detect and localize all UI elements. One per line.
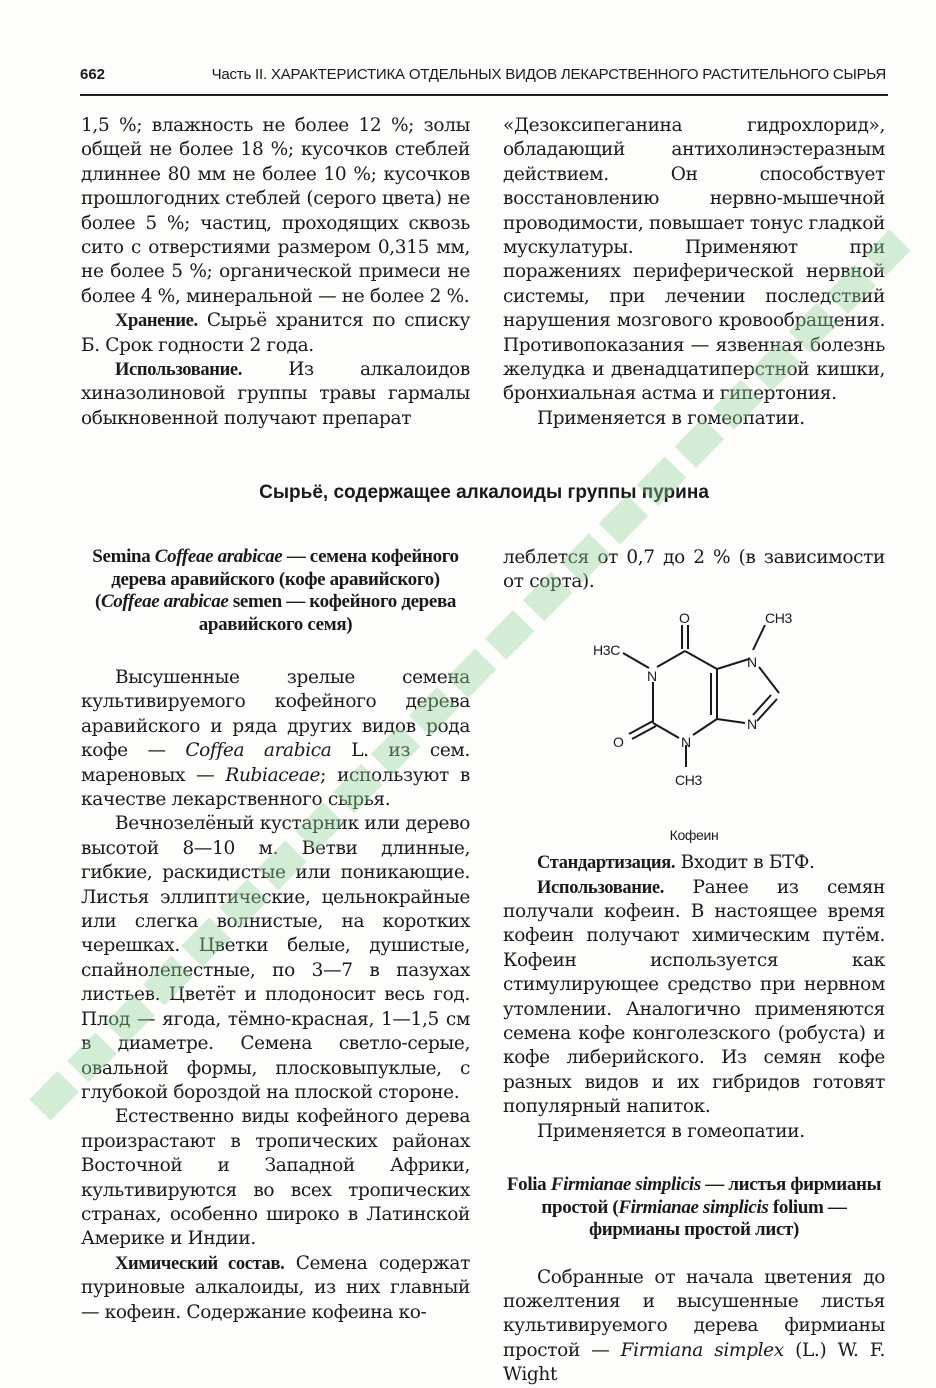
atom-ch3-bottom: CH3 bbox=[675, 771, 702, 788]
running-title: Часть II. ХАРАКТЕРИСТИКА ОТДЕЛЬНЫХ ВИДОВ ЛЕКАРСТВЕННОГО РАСТИТЕЛЬНОГО СЫРЬЯ bbox=[211, 66, 886, 83]
spacer bbox=[503, 1144, 885, 1174]
title-italic: Coffeae arabicae bbox=[100, 591, 229, 612]
usage-text: Из алкалоидов хиназолиновой группы травы гармалы обыкновенной получают препарат bbox=[81, 359, 470, 429]
chemistry-label: Химический состав. bbox=[115, 1253, 285, 1274]
coffee-usage-label: Использование. bbox=[537, 877, 665, 898]
page-number: 662 bbox=[80, 66, 106, 83]
title-italic: Firmianae simplicis bbox=[618, 1196, 769, 1218]
text-run: Собранные от начала цветения до пожелтения и высушенные листья культивируемого дерева фирмианы простой — bbox=[503, 1266, 885, 1361]
coffee-entry-title bbox=[81, 546, 470, 636]
title-latin: semen — кофейного дерева аравийского семя) bbox=[198, 591, 457, 635]
family-name: Rubiaceae bbox=[225, 764, 321, 786]
chemistry-text: Семена содержат пуриновые алкалоиды, из них главный — кофеин. Содержание кофеина ко- bbox=[81, 1252, 470, 1323]
bottom-left-column bbox=[81, 546, 470, 1325]
firmiana-paragraph bbox=[503, 1266, 885, 1388]
atom-n9: N bbox=[747, 715, 757, 732]
title-russian: — семена кофейного дерева аравийского (кофе аравийского) ( bbox=[94, 546, 459, 612]
atom-o-top: O bbox=[679, 609, 690, 626]
quality-norms-paragraph: 1,5 %; влажность не более 12 %; золы общей не более 18 %; кусочков стеблей длиннее 80 мм не более 10 %; кусочков прошлогодних стеблей (серого цвета) не более 5 %; частиц, проходящих сквозь сито с отверстиями размером 0,315 мм, не более 5 %; органической примеси не более 4 %, минеральной — не более 2 %. bbox=[81, 115, 470, 307]
text-run: L. из сем. мареновых — bbox=[81, 740, 470, 786]
atom-ch3-right: CH3 bbox=[765, 609, 792, 626]
title-italic: Coffeae arabicae bbox=[154, 546, 283, 567]
bottom-right-column bbox=[503, 546, 885, 1388]
header-rule bbox=[80, 94, 888, 96]
structure-caption: Кофеин bbox=[669, 826, 719, 843]
plant-description-paragraph: Вечнозелёный кустарник или дерево высотой 8—10 м. Ветви длинные, гибкие, раскидистые или поникающие. Листья эллиптические, цельнокрайные или слегка волнистые, на коротких черешках. Цветки белые, душистые, спайнолепестные, по 3—7 в пазухах листьев. Цветёт и плодоносит весь год. Плод — ягода, тёмно-красная, 1—1,5 см в диаметре. Семена светло-серые, овальной формы, плосковыпуклые, с глубокой бороздой на плоской стороне. bbox=[81, 813, 470, 1103]
coffee-usage-text: Ранее из семян получали кофеин. В настоящее время кофеин получают химическим путём. Кофеин используется как стимулирующее средство при нервном утомлении. Аналогично применяются семена кофе конголезского (робуста) и кофе либерийского. Из семян кофе разных видов и их гибридов готовят популярный напиток. bbox=[503, 876, 885, 1118]
caffeine-structure bbox=[503, 595, 885, 821]
distribution-paragraph: Естественно виды кофейного дерева произрастают в тропических районах Восточной и Западной Африки, культивируются во всех тропических странах, особенно широко в Латинской Америке и Индии. bbox=[81, 1106, 470, 1250]
standardization-paragraph bbox=[503, 851, 885, 875]
coffee-homeopathy-paragraph: Применяется в гомеопатии. bbox=[537, 1120, 805, 1142]
homeopathy-paragraph: Применяется в гомеопатии. bbox=[537, 407, 805, 429]
drug-description-paragraph: «Дезоксипеганина гидрохлорид», обладающий антихолинэстеразным действием. Он способствует восстановлению нервно-мышечной проводимости, повышает тонус гладкой мускулатуры. Применяют при поражениях периферической нервной системы, при лечении последствий нарушения мозгового кровообращения. Противопоказания — язвенная болезнь желудка и двенадцатиперстной кишки, бронхиальная астма и гипертония. bbox=[503, 115, 885, 405]
bond-lines bbox=[623, 625, 779, 767]
atom-o-left: O bbox=[613, 733, 624, 750]
storage-label: Хранение. bbox=[115, 311, 198, 332]
standardization-label: Стандартизация. bbox=[537, 853, 676, 874]
chemistry-continuation: леблется от 0,7 до 2 % (в зависимости от сорта). bbox=[503, 547, 885, 593]
usage-label: Использование. bbox=[115, 360, 243, 381]
firmiana-entry-title bbox=[503, 1174, 885, 1242]
title-latin: Semina bbox=[92, 546, 155, 567]
running-head bbox=[80, 66, 886, 90]
storage-text: Сырьё хранится по списку Б. Срок годности 2 года. bbox=[81, 310, 470, 356]
spacer bbox=[503, 1242, 885, 1266]
species-name: Coffea arabica bbox=[185, 740, 332, 762]
raw-material-paragraph bbox=[81, 666, 470, 812]
atom-ch3-left: H3C bbox=[593, 641, 620, 658]
atom-n7: N bbox=[747, 653, 757, 670]
title-latin: Folia bbox=[506, 1174, 551, 1196]
title-russian: — листья фирмианы простой ( bbox=[541, 1174, 882, 1218]
storage-paragraph bbox=[81, 309, 470, 358]
top-left-column bbox=[81, 114, 470, 431]
standardization-text: Входит в БТФ. bbox=[675, 852, 815, 874]
spacer bbox=[81, 636, 470, 666]
atom-n1: N bbox=[647, 667, 657, 684]
title-italic: Firmianae simplicis bbox=[550, 1174, 701, 1196]
usage-paragraph bbox=[81, 358, 470, 431]
caffeine-structure-diagram bbox=[503, 595, 885, 821]
coffee-usage-paragraph bbox=[503, 876, 885, 1120]
species-name: Firmiana simplex bbox=[620, 1339, 784, 1361]
atom-n3: N bbox=[681, 733, 691, 750]
title-latin: folium — фирмианы простой лист) bbox=[588, 1196, 847, 1241]
text-run: (L.) W. F. Wight bbox=[503, 1339, 886, 1386]
section-title: Сырьё, содержащее алкалоиды группы пурина bbox=[259, 482, 709, 503]
text-run: Высушенные зрелые семена культивируемого кофейного дерева аравийского и ряда других видов рода кофе — bbox=[81, 667, 470, 762]
top-right-column bbox=[503, 114, 885, 431]
text-run: ; используют в качестве лекарственного сырья. bbox=[81, 764, 470, 811]
chemistry-paragraph bbox=[81, 1252, 470, 1325]
